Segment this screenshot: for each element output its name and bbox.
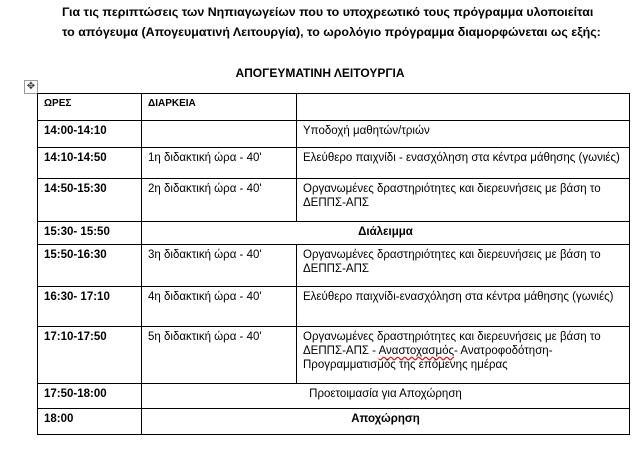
intro-line-2: το απόγευμα (Απογευματινή Λειτουργία), το ωρολόγιο πρόγραμμα διαμορφώνεται ως εξής: — [62, 25, 601, 39]
table-row — [38, 327, 630, 384]
table-row — [38, 245, 630, 287]
row-duration: 1η διδακτική ώρα - 40' — [142, 148, 297, 179]
row-time: 15:30- 15:50 — [38, 222, 142, 245]
intro-paragraph — [62, 2, 632, 42]
row-activity — [297, 327, 630, 384]
intro-line-1: Για τις περιπτώσεις των Νηπιαγωγείων που το υποχρεωτικό τους πρόγραμμα υλοποιείται — [62, 5, 594, 19]
activity-text: - Ανατροφοδότηση-Προγραμματισμός της επόμενης ημέρας — [303, 345, 553, 371]
row-time: 14:50-15:30 — [38, 179, 142, 222]
row-span-text: Αποχώρηση — [142, 409, 630, 435]
table-move-handle-icon[interactable]: ✥ — [24, 80, 38, 94]
table-row-break — [38, 222, 630, 245]
row-activity: Οργανωμένες δραστηριότητες και διερευνήσεις με βάση το ΔΕΠΠΣ-ΑΠΣ — [297, 245, 630, 287]
row-time: 17:10-17:50 — [38, 327, 142, 384]
section-heading: ΑΠΟΓΕΥΜΑΤΙΝΗ ΛΕΙΤΟΥΡΓΙΑ — [235, 66, 405, 80]
row-activity: Οργανωμένες δραστηριότητες και διερευνήσεις με βάση το ΔΕΠΠΣ-ΑΠΣ — [297, 179, 630, 222]
row-duration: 4η διδακτική ώρα - 40' — [142, 287, 297, 327]
row-duration — [142, 121, 297, 148]
spellcheck-word: Αναστοχασμός — [378, 345, 455, 357]
row-span-text: Προετοιμασία για Αποχώρηση — [142, 384, 630, 409]
table-row — [38, 121, 630, 148]
row-time: 14:10-14:50 — [38, 148, 142, 179]
header-duration: ΔΙΑΡΚΕΙΑ — [142, 94, 297, 121]
header-activity — [297, 94, 630, 121]
row-span-text: Διάλειμμα — [142, 222, 630, 245]
table-row — [38, 384, 630, 409]
table-row — [38, 148, 630, 179]
row-duration: 3η διδακτική ώρα - 40' — [142, 245, 297, 287]
row-duration: 5η διδακτική ώρα - 40' — [142, 327, 297, 384]
row-time: 18:00 — [38, 409, 142, 435]
row-activity: Ελεύθερο παιχνίδι - ενασχόληση στα κέντρα μάθησης (γωνιές) — [297, 148, 630, 179]
activity-text: Οργανωμένες δραστηριότητες και διερευνήσεις με βάση το ΔΕΠΠΣ-ΑΠΣ - — [303, 331, 601, 357]
row-time: 15:50-16:30 — [38, 245, 142, 287]
table-row — [38, 179, 630, 222]
schedule-table — [37, 93, 630, 435]
row-time: 14:00-14:10 — [38, 121, 142, 148]
table-row — [38, 409, 630, 435]
table-header-row — [38, 94, 630, 121]
row-duration: 2η διδακτική ώρα - 40' — [142, 179, 297, 222]
header-hours: ΩΡΕΣ — [38, 94, 142, 121]
row-time: 16:30- 17:10 — [38, 287, 142, 327]
row-time: 17:50-18:00 — [38, 384, 142, 409]
row-activity: Ελεύθερο παιχνίδι-ενασχόληση στα κέντρα μάθησης (γωνιές) — [297, 287, 630, 327]
row-activity: Υποδοχή μαθητών/τριών — [297, 121, 630, 148]
table-row — [38, 287, 630, 327]
